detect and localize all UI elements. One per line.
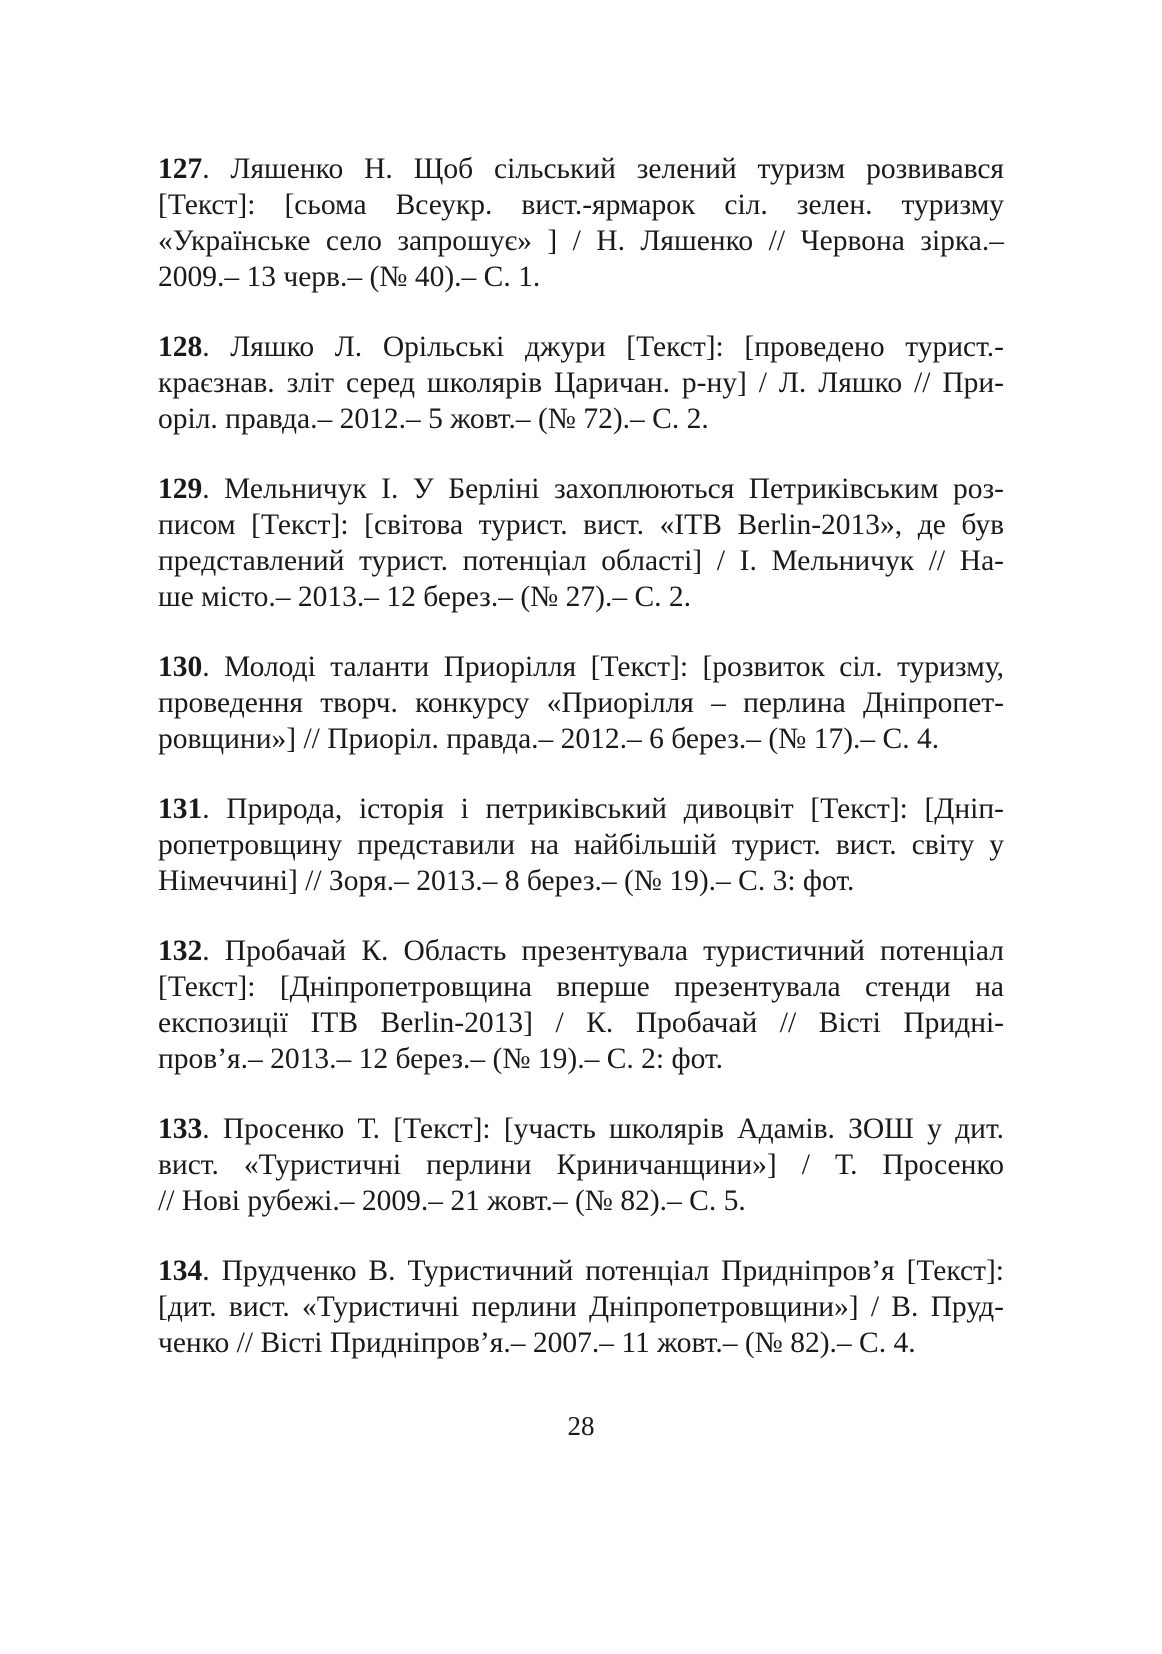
entry-number: 133 — [158, 1113, 203, 1145]
entry-number: 128 — [158, 331, 203, 363]
entry-line: експозиції ITB Berlin-2013] / К. Пробачай // Вісті Придні- — [158, 1007, 1004, 1039]
entry-text: . Молоді таланти Приорілля [Текст]: [розвиток сіл. туризму, — [202, 651, 1004, 683]
entry-line: // Нові рубежі.– 2009.– 21 жовт.– (№ 82).– С. 5. — [158, 1185, 746, 1217]
entry-line: [Текст]: [Дніпропетровщина вперше презентувала стенди на — [158, 971, 1004, 1003]
entry-number: 129 — [158, 473, 203, 505]
entry-text: . Природа, історія і петриківський дивоцвіт [Текст]: [Дніп- — [202, 793, 1004, 825]
entry-line: ше місто.– 2013.– 12 берез.– (№ 27).– С. 2. — [158, 581, 692, 613]
entry-line: писом [Текст]: [світова турист. вист. «ITB Berlin-2013», де був — [158, 509, 1004, 541]
entry-text: . Мельничук І. У Берліні захоплюються Петриківським роз- — [202, 473, 1004, 505]
bibliography-entry — [158, 1111, 1004, 1219]
bibliography-page — [158, 151, 1004, 1395]
bibliography-entry — [158, 933, 1004, 1077]
bibliography-entry — [158, 151, 1004, 295]
entry-number: 134 — [158, 1255, 203, 1287]
page-number: 28 — [567, 1411, 595, 1441]
entry-line: вист. «Туристичні перлини Криничанщини»] / Т. Просенко — [158, 1149, 1004, 1181]
entry-line — [158, 649, 1004, 685]
bibliography-entry — [158, 791, 1004, 899]
entry-line — [158, 1111, 1004, 1147]
entry-line: пров’я.– 2013.– 12 берез.– (№ 19).– С. 2: фот. — [158, 1043, 723, 1075]
entry-line — [158, 1253, 1004, 1289]
entry-text: . Пробачай К. Область презентувала туристичний потенціал — [202, 935, 1004, 967]
entry-line: ровщини»] // Приоріл. правда.– 2012.– 6 берез.– (№ 17).– С. 4. — [158, 723, 940, 755]
entry-line: представлений турист. потенціал області] / І. Мельничук // На- — [158, 545, 1004, 577]
entry-text: . Ляшко Л. Орільські джури [Текст]: [проведено турист.- — [202, 331, 1004, 363]
entry-text: . Прудченко В. Туристичний потенціал Придніпров’я [Текст]: — [202, 1255, 1004, 1287]
entry-number: 131 — [158, 793, 203, 825]
entry-line: Німеччині] // Зоря.– 2013.– 8 берез.– (№ 19).– С. 3: фот. — [158, 865, 855, 897]
entry-line: оріл. правда.– 2012.– 5 жовт.– (№ 72).– С. 2. — [158, 403, 709, 435]
bibliography-entry — [158, 649, 1004, 757]
entry-line — [158, 151, 1004, 187]
entry-line: «Українське село запрошує» ] / Н. Ляшенко // Червона зірка.– — [158, 225, 1004, 257]
entry-line: ченко // Вісті Придніпров’я.– 2007.– 11 жовт.– (№ 82).– С. 4. — [158, 1327, 916, 1359]
bibliography-entry — [158, 471, 1004, 615]
entry-line — [158, 933, 1004, 969]
entry-line: проведення творч. конкурсу «Приорілля – перлина Дніпропет- — [158, 687, 1004, 719]
entry-number: 127 — [158, 153, 203, 185]
entry-text: . Просенко Т. [Текст]: [участь школярів Адамів. ЗОШ у дит. — [202, 1113, 1004, 1145]
entry-line — [158, 329, 1004, 365]
entry-line: ропетровщину представили на найбільшій турист. вист. світу у — [158, 829, 1004, 861]
entry-line — [158, 791, 1004, 827]
entry-line: краєзнав. зліт серед школярів Царичан. р-ну] / Л. Ляшко // При- — [158, 367, 1004, 399]
entry-text: . Ляшенко Н. Щоб сільський зелений туризм розвивався — [202, 153, 1004, 185]
entry-line: 2009.– 13 черв.– (№ 40).– С. 1. — [158, 261, 541, 293]
entry-line: [Текст]: [сьома Всеукр. вист.-ярмарок сіл. зелен. туризму — [158, 189, 1004, 221]
entry-line — [158, 471, 1004, 507]
entry-line: [дит. вист. «Туристичні перлини Дніпропетровщини»] / В. Пруд- — [158, 1291, 1004, 1323]
entry-number: 132 — [158, 935, 203, 967]
bibliography-entry — [158, 1253, 1004, 1361]
bibliography-entry — [158, 329, 1004, 437]
entry-number: 130 — [158, 651, 203, 683]
